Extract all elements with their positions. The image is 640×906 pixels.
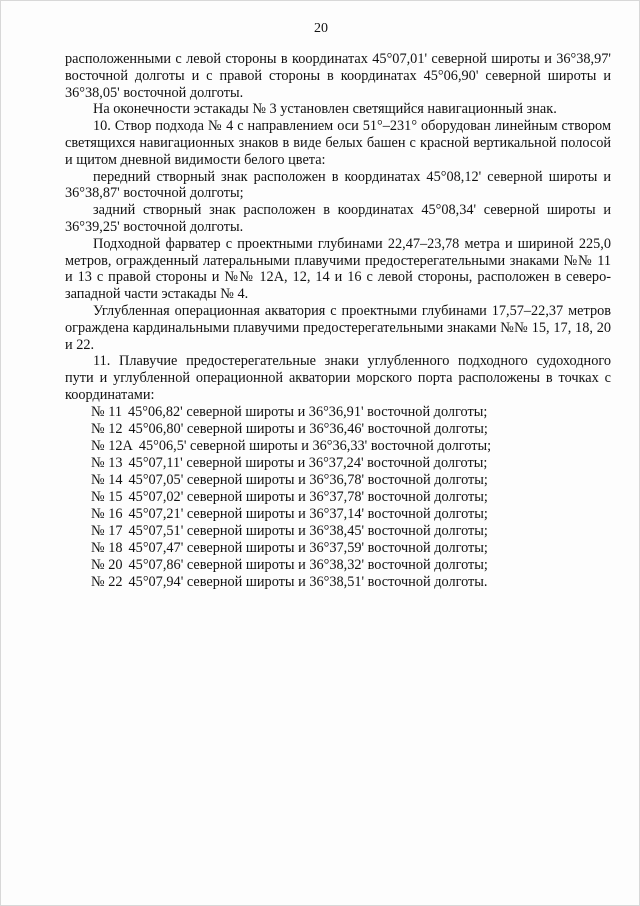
sign-number: № 15 <box>91 488 123 505</box>
coordinate-text: 45°06,5' северной широты и 36°36,33' восточной долготы; <box>138 437 492 454</box>
paragraph: Углубленная операционная акватория с проектными глубинами 17,57–22,37 метров ограждена кардинальными плавучими предостерегательными знаками №№ 15, 17, 18, 20 и 22. <box>65 302 611 353</box>
coordinate-list <box>65 404 611 591</box>
coordinate-text: 45°06,80' северной широты и 36°36,46' восточной долготы; <box>128 420 488 437</box>
coordinate-item <box>91 489 611 506</box>
sign-number: № 12 <box>91 420 123 437</box>
coordinate-item <box>91 421 611 438</box>
sign-number: № 12А <box>91 437 133 454</box>
paragraph: 10. Створ подхода № 4 с направлением оси 51°–231° оборудован линейным створом светящихся навигационных знаков в виде белых башен с красной вертикальной полосой и щитом дневной видимости белого цвета: <box>65 118 611 168</box>
coordinate-item <box>91 438 611 455</box>
coordinate-text: 45°07,94' северной широты и 36°38,51' восточной долготы. <box>128 573 488 590</box>
paragraph: задний створный знак расположен в координатах 45°08,34' северной широты и 36°39,25' восточной долготы. <box>65 202 611 235</box>
coordinate-text: 45°07,11' северной широты и 36°37,24' восточной долготы; <box>128 454 488 471</box>
coordinate-item <box>91 472 611 489</box>
coordinate-text: 45°07,51' северной широты и 36°38,45' восточной долготы; <box>128 522 488 539</box>
document-body <box>65 51 611 591</box>
coordinate-text: 45°07,86' северной широты и 36°38,32' восточной долготы; <box>128 556 488 573</box>
coordinate-item <box>91 574 611 591</box>
coordinate-item <box>91 506 611 523</box>
paragraph: Подходной фарватер с проектными глубинами 22,47–23,78 метра и шириной 225,0 метров, огражденный латеральными плавучими предостерегательными знаками №№ 11 и 13 с правой стороны и №№ 12А, 12, 14 и 16 с левой стороны, расположен в северо-западной части эстакады № 4. <box>65 235 611 303</box>
sign-number: № 16 <box>91 505 123 522</box>
paragraph: На оконечности эстакады № 3 установлен светящийся навигационный знак. <box>93 101 557 118</box>
coordinate-text: 45°07,02' северной широты и 36°37,78' восточной долготы; <box>128 488 488 505</box>
coordinate-item <box>91 404 611 421</box>
coordinate-item <box>91 557 611 574</box>
coordinate-item <box>91 540 611 557</box>
sign-number: № 17 <box>91 522 123 539</box>
page-number: 20 <box>314 21 328 36</box>
sign-number: № 14 <box>91 471 123 488</box>
paragraph-group <box>65 51 611 404</box>
paragraph: передний створный знак расположен в координатах 45°08,12' северной широты и 36°38,87' восточной долготы; <box>65 168 611 202</box>
coordinate-item <box>91 455 611 472</box>
sign-number: № 11 <box>91 403 122 420</box>
coordinate-text: 45°07,05' северной широты и 36°36,78' восточной долготы; <box>128 471 488 488</box>
coordinate-item <box>91 523 611 540</box>
sign-number: № 13 <box>91 454 123 471</box>
sign-number: № 18 <box>91 539 123 556</box>
sign-number: № 20 <box>91 556 123 573</box>
sign-number: № 22 <box>91 573 123 590</box>
paragraph: расположенными с левой стороны в координатах 45°07,01' северной широты и 36°38,97' восточной долготы и с правой стороны в координатах 45°06,90' северной широты и 36°38,05' восточной долготы. <box>65 51 611 101</box>
coordinate-text: 45°07,47' северной широты и 36°37,59' восточной долготы; <box>128 539 488 556</box>
coordinate-text: 45°06,82' северной широты и 36°36,91' восточной долготы; <box>127 403 488 420</box>
coordinate-text: 45°07,21' северной широты и 36°37,14' восточной долготы; <box>128 505 488 522</box>
paragraph: 11. Плавучие предостерегательные знаки углубленного подходного судоходного пути и углубленной операционной акватории морского порта расположены в точках с координатами: <box>65 353 611 403</box>
